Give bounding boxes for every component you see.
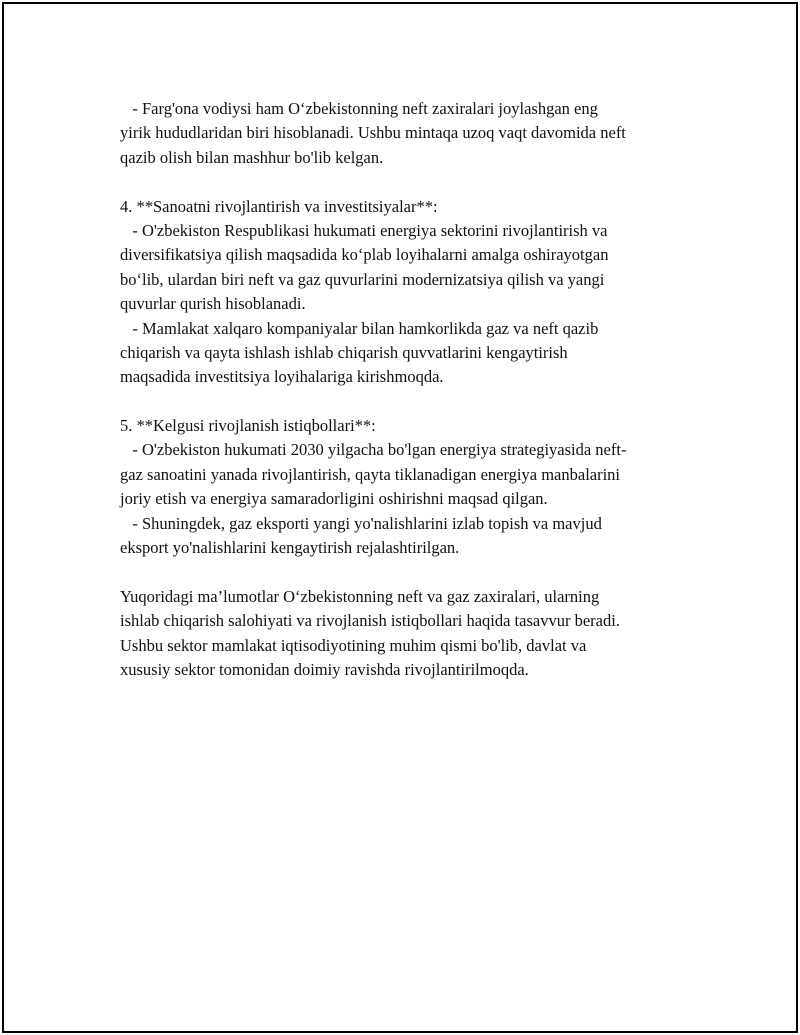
text-line: quvurlar qurish hisoblanadi. [120, 294, 306, 314]
paragraph-fargona-valley [120, 97, 720, 170]
text-line: - Shuningdek, gaz eksporti yangi yo'nalishlarini izlab topish va mavjud [120, 513, 602, 533]
section-4-bullet-pipelines [120, 219, 720, 317]
text-line: yirik hududlaridan biri hisoblanadi. Ushbu mintaqa uzoq vaqt davomida neft [120, 123, 626, 143]
text-line: gaz sanoatini yanada rivojlantirish, qayta tiklanadigan energiya manbalarini [120, 464, 621, 484]
text-line: bo‘lib, ulardan biri neft va gaz quvurlarini modernizatsiya qilish va yangi [120, 269, 605, 289]
section-5-bullet-export [120, 512, 720, 561]
text-line: diversifikatsiya qilish maqsadida ko‘plab loyihalarni amalga oshirayotgan [120, 245, 609, 265]
text-line: ishlab chiqarish salohiyati va rivojlanish istiqbollari haqida tasavvur beradi. [120, 611, 620, 631]
text-line: joriy etish va energiya samaradorligini oshirishni maqsad qilgan. [120, 489, 548, 509]
text-line: qazib olish bilan mashhur bo'lib kelgan. [120, 147, 384, 167]
text-line: Yuqoridagi ma’lumotlar O‘zbekistonning neft va gaz zaxiralari, ularning [120, 586, 600, 606]
paragraph-spacer [120, 560, 720, 584]
paragraph-spacer [120, 390, 720, 414]
text-line: Ushbu sektor mamlakat iqtisodiyotining muhim qismi bo'lib, davlat va [120, 635, 587, 655]
document-page [2, 2, 798, 1033]
conclusion-paragraph [120, 585, 720, 683]
text-line: eksport yo'nalishlarini kengaytirish rejalashtirilgan. [120, 538, 460, 558]
text-line: chiqarish va qayta ishlash ishlab chiqarish quvvatlarini kengaytirish [120, 342, 568, 362]
section-4-bullet-investment [120, 317, 720, 390]
text-line: - O'zbekiston hukumati 2030 yilgacha bo'lgan energiya strategiyasida neft- [120, 440, 627, 460]
text-line: xususiy sektor tomonidan doimiy ravishda rivojlantirilmoqda. [120, 659, 529, 679]
document-body [120, 97, 720, 682]
section-5-bullet-strategy [120, 438, 720, 511]
text-line: maqsadida investitsiya loyihalariga kirishmoqda. [120, 367, 444, 387]
section-5-heading: 5. **Kelgusi rivojlanish istiqbollari**: [120, 416, 376, 436]
section-4-heading: 4. **Sanoatni rivojlantirish va investitsiyalar**: [120, 196, 438, 216]
text-line: - Mamlakat xalqaro kompaniyalar bilan hamkorlikda gaz va neft qazib [120, 318, 599, 338]
text-line: - Farg'ona vodiysi ham O‘zbekistonning neft zaxiralari joylashgan eng [120, 99, 598, 118]
text-line: - O'zbekiston Respublikasi hukumati energiya sektorini rivojlantirish va [120, 220, 608, 240]
paragraph-spacer [120, 170, 720, 194]
